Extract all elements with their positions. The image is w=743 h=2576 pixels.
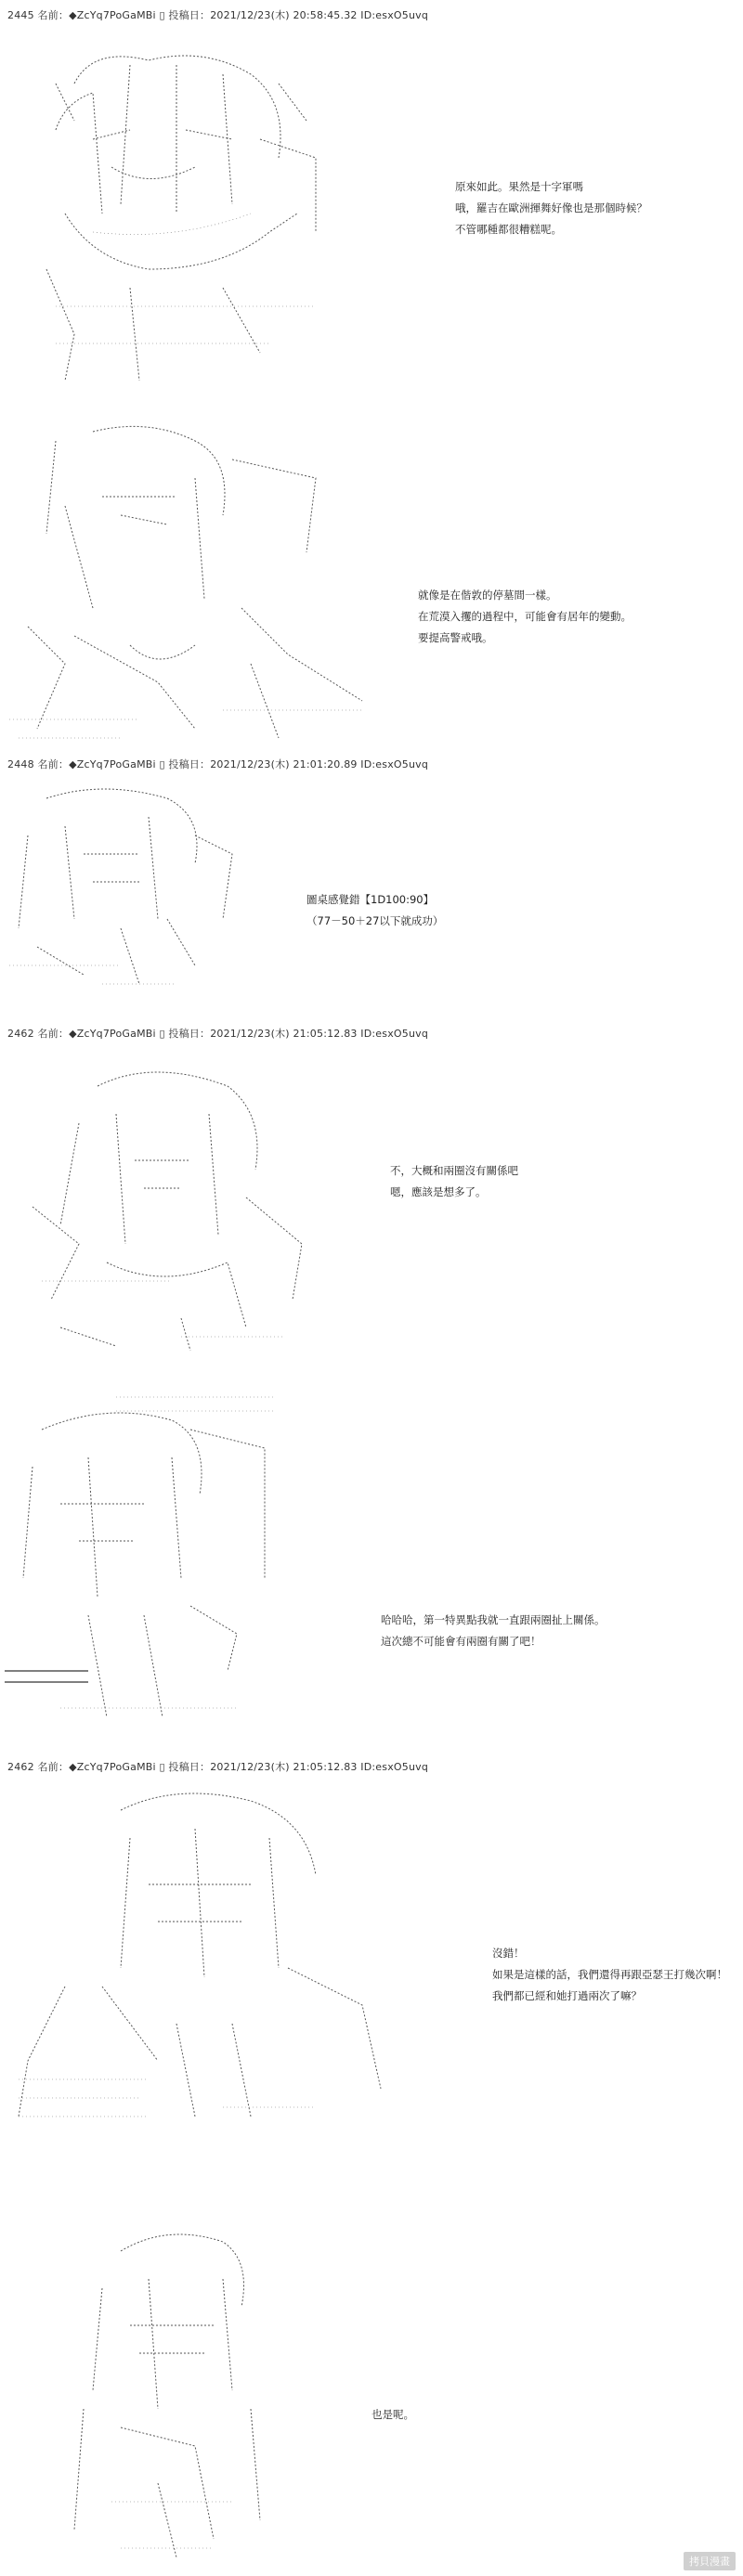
dialogue-line: 就像是在偕敦的停墓間一樣。	[418, 589, 557, 602]
post-header: 2462 名前：◆ZcYq7PoGaMBi ▯ 投稿日：2021/12/23(木) 21:05:12.83 ID:esxO5uvq	[7, 1761, 429, 1773]
dialogue-line: 在荒漠入攫的過程中，可能會有居年的變動。	[418, 610, 632, 623]
dialogue-line: 原來如此。果然是十字軍嗎	[455, 180, 583, 193]
dialogue-line: 我們都已經和她打過兩次了嘛？	[492, 1989, 642, 2002]
ascii-art-character-6	[9, 1782, 399, 2135]
post-header: 2448 名前：◆ZcYq7PoGaMBi ▯ 投稿日：2021/12/23(木) 21:01:20.89 ID:esxO5uvq	[7, 758, 429, 770]
ascii-art-character-1	[37, 28, 334, 408]
dialogue-line: 不管哪種都很糟糕呢。	[455, 223, 562, 236]
post-header: 2462 名前：◆ZcYq7PoGaMBi ▯ 投稿日：2021/12/23(木) 21:05:12.83 ID:esxO5uvq	[7, 1028, 429, 1040]
dialogue-line: （77－50＋27以下就成功）	[306, 914, 444, 927]
dialogue-line: 不，大概和兩圈沒有關係吧	[390, 1164, 518, 1177]
dialogue-line: 也是呢。	[372, 2408, 414, 2421]
ascii-art-character-4	[23, 1058, 330, 1355]
dialogue-line: 嗯，應該是想多了。	[390, 1185, 487, 1198]
watermark: 拷貝漫畫	[684, 2552, 736, 2570]
dialogue-line: 這次總不可能會有兩圈有關了吧！	[381, 1635, 541, 1648]
dialogue-line: 沒錯！	[492, 1947, 525, 1960]
ascii-art-character-3	[9, 780, 251, 993]
dialogue-line: 哈哈哈，第一特異點我就一直跟兩圈扯上關係。	[381, 1613, 606, 1626]
ascii-art-character-5	[5, 1392, 283, 1727]
post-header: 2445 名前：◆ZcYq7PoGaMBi ▯ 投稿日：2021/12/23(木) 20:58:45.32 ID:esxO5uvq	[7, 9, 429, 21]
dialogue-line: 如果是這樣的話，我們還得再跟亞瑟王打幾次啊！	[492, 1968, 727, 1981]
ascii-art-character-7	[65, 2223, 288, 2567]
dialogue-line: 哦，羅吉在歐洲揮舞好像也是那個時候？	[455, 201, 647, 214]
dialogue-line: 要提高警戒哦。	[418, 631, 493, 644]
ascii-art-character-2	[9, 422, 372, 757]
dialogue-line: 圖桌感覺錯【1D100:90】	[306, 893, 435, 906]
